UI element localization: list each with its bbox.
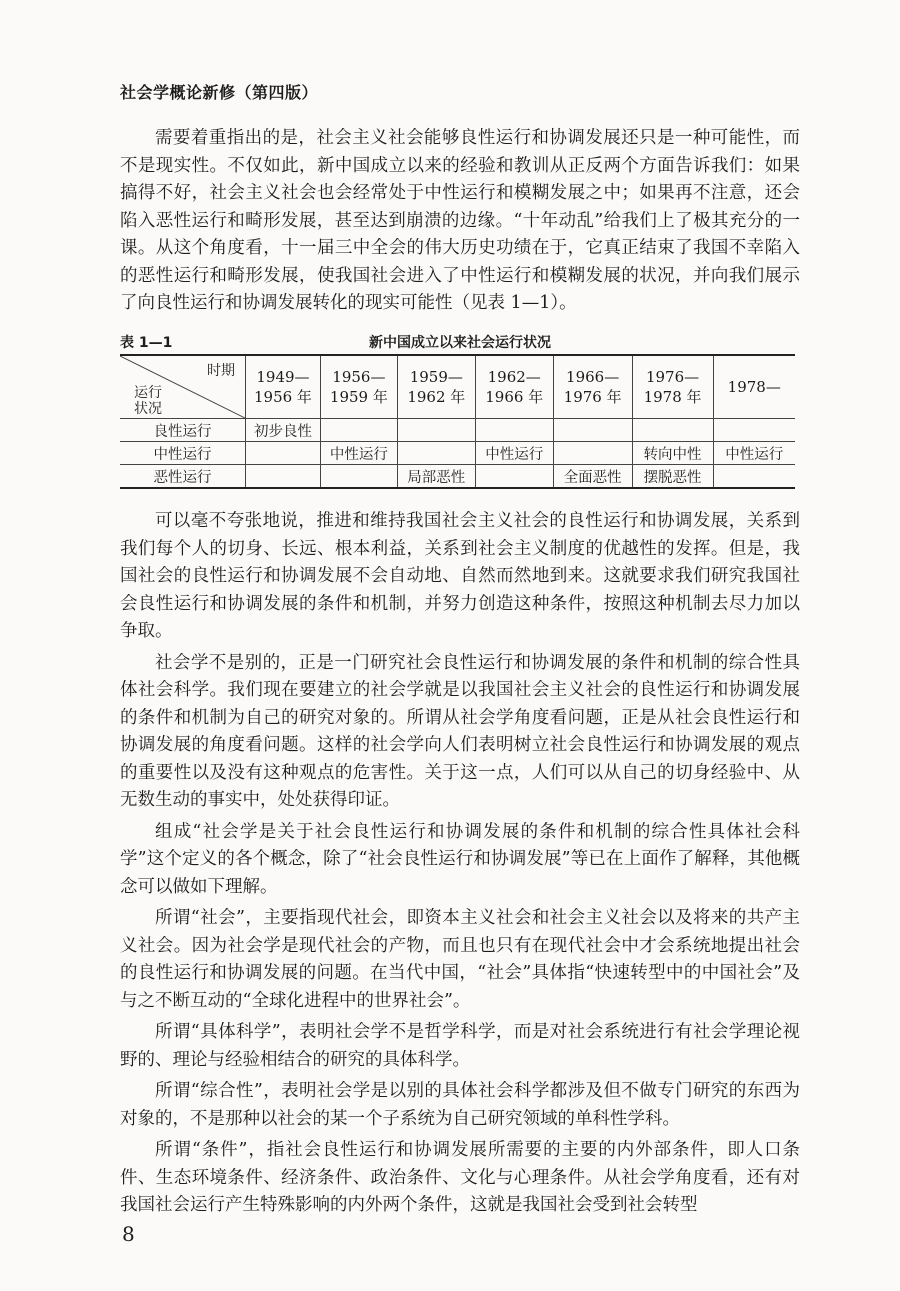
social-operation-table	[120, 354, 795, 489]
row-label: 恶性运行	[120, 465, 246, 489]
table-corner-cell	[120, 355, 246, 419]
table-cell	[553, 442, 632, 465]
paragraph: 所谓“具体科学”，表明社会学不是哲学科学，而是对社会系统进行有社会学理论视野的、理论与经验相结合的研究的具体科学。	[120, 1022, 800, 1070]
paragraph: 所谓“条件”，指社会良性运行和协调发展所需要的主要的内外部条件，即人口条件、生态环境条件、经济条件、政治条件、文化与心理条件。从社会学角度看，还有对我国社会运行产生特殊影响的内外两个条件，这就是我国社会受到社会转型	[120, 1140, 800, 1215]
table-row	[120, 419, 795, 442]
body-text-bottom	[120, 508, 800, 1220]
corner-row-label-1: 运行	[134, 385, 162, 401]
page-number: 8	[122, 1222, 135, 1246]
period-header: 1976— 1978 年	[632, 355, 713, 419]
paragraph: 所谓“社会”，主要指现代社会，即资本主义社会和社会主义社会以及将来的共产主义社会。因为社会学是现代社会的产物，而且也只有在现代社会中才会系统地提出社会的良性运行和协调发展的问题。在当代中国，“社会”具体指“快速转型中的中国社会”及与之不断互动的“全球化进程中的世界社会”。	[120, 908, 800, 1011]
table-cell: 中性运行	[320, 442, 397, 465]
period-header: 1959— 1962 年	[397, 355, 475, 419]
table-cell	[246, 465, 321, 489]
paragraph: 所谓“综合性”，表明社会学是以别的具体社会科学都涉及但不做专门研究的东西为对象的，不是那种以社会的某一个子系统为自己研究领域的单科性学科。	[120, 1081, 800, 1129]
period-header: 1978—	[713, 355, 795, 419]
period-header: 1966— 1976 年	[553, 355, 632, 419]
table-cell: 转向中性	[632, 442, 713, 465]
table-cell	[397, 442, 475, 465]
table-cell	[553, 419, 632, 442]
paragraph: 可以毫不夸张地说，推进和维持我国社会主义社会的良性运行和协调发展，关系到我们每个人的切身、长远、根本利益，关系到社会主义制度的优越性的发挥。但是，我国社会的良性运行和协调发展不会自动地、自然而然地到来。这就要求我们研究我国社会良性运行和协调发展的条件和机制，并努力创造这种条件，按照这种机制去尽力加以争取。	[120, 511, 800, 641]
table-cell	[397, 419, 475, 442]
paragraph: 组成“社会学是关于社会良性运行和协调发展的条件和机制的综合性具体社会科学”这个定义的各个概念，除了“社会良性运行和协调发展”等已在上面作了解释，其他概念可以做如下理解。	[120, 821, 800, 897]
table-cell	[713, 419, 795, 442]
period-header: 1956— 1959 年	[320, 355, 397, 419]
body-text-top	[120, 125, 800, 318]
table-cell	[320, 465, 397, 489]
running-header: 社会学概论新修（第四版）	[120, 83, 319, 102]
row-label: 中性运行	[120, 442, 246, 465]
table-cell	[713, 465, 795, 489]
table-cell	[475, 465, 553, 489]
table-cell	[320, 419, 397, 442]
table-cell: 局部恶性	[397, 465, 475, 489]
row-label: 良性运行	[120, 419, 246, 442]
table-cell: 全面恶性	[553, 465, 632, 489]
table-number: 表 1—1	[120, 335, 173, 351]
table-row	[120, 465, 795, 489]
table-header-row	[120, 355, 795, 419]
period-header: 1962— 1966 年	[475, 355, 553, 419]
table-row	[120, 442, 795, 465]
table-cell	[475, 419, 553, 442]
table-cell: 中性运行	[475, 442, 553, 465]
corner-col-label: 时期	[207, 363, 235, 379]
paragraph: 需要着重指出的是，社会主义社会能够良性运行和协调发展还只是一种可能性，而不是现实性。不仅如此，新中国成立以来的经验和教训从正反两个方面告诉我们：如果搞得不好，社会主义社会也会经常处于中性运行和模糊发展之中；如果再不注意，还会陷入恶性运行和畸形发展，甚至达到崩溃的边缘。“十年动乱”给我们上了极其充分的一课。从这个角度看，十一届三中全会的伟大历史功绩在于，它真正结束了我国不幸陷入的恶性运行和畸形发展，使我国社会进入了中性运行和模糊发展的状况，并向我们展示了向良性运行和协调发展转化的现实可能性（见表 1—1）。	[120, 128, 800, 313]
table-cell	[632, 419, 713, 442]
table-cell	[246, 442, 321, 465]
period-header: 1949— 1956 年	[246, 355, 321, 419]
table-cell: 中性运行	[713, 442, 795, 465]
table-caption	[120, 330, 800, 354]
table-title: 新中国成立以来社会运行状况	[369, 335, 551, 351]
table-cell: 初步良性	[246, 419, 321, 442]
paragraph: 社会学不是别的，正是一门研究社会良性运行和协调发展的条件和机制的综合性具体社会科学。我们现在要建立的社会学就是以我国社会主义社会的良性运行和协调发展的条件和机制为自己的研究对象的。所谓从社会学角度看问题，正是从社会良性运行和协调发展的角度看问题。这样的社会学向人们表明树立社会良性运行和协调发展的观点的重要性以及没有这种观点的危害性。关于这一点，人们可以从自己的切身经验中、从无数生动的事实中，处处获得印证。	[120, 652, 800, 810]
table-cell: 摆脱恶性	[632, 465, 713, 489]
corner-row-label-2: 状况	[134, 401, 162, 417]
